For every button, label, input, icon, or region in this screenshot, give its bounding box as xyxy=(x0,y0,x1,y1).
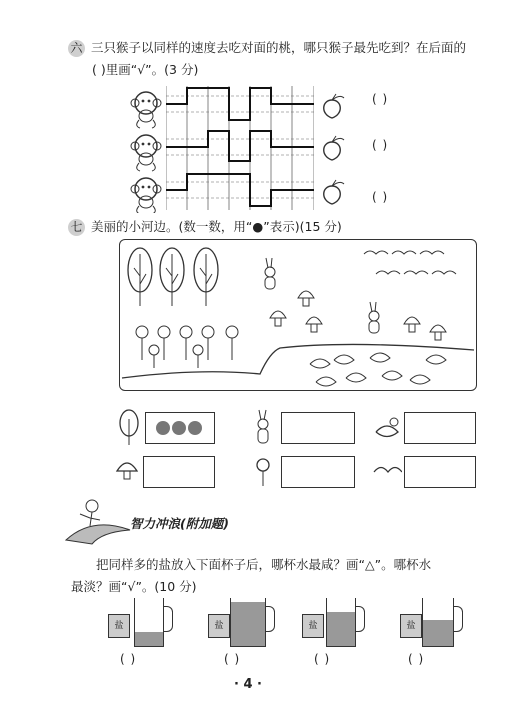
count-box-flowers[interactable] xyxy=(281,456,355,488)
mushrooms-group xyxy=(270,291,446,340)
ducks-group xyxy=(310,353,446,386)
water-level xyxy=(135,632,163,646)
answer-paren[interactable]: ( ) xyxy=(408,652,425,666)
salt-bag-icon: 盐 xyxy=(208,614,230,638)
cup xyxy=(134,598,164,647)
answer-paren[interactable]: ( ) xyxy=(120,652,137,666)
bird-icon xyxy=(420,251,444,254)
bonus-title: 智力冲浪(附加题) xyxy=(130,516,229,531)
answer-paren[interactable]: ( ) xyxy=(314,652,331,666)
monkey-icon xyxy=(131,135,161,171)
peach-icon xyxy=(324,136,344,160)
count-box-birds[interactable] xyxy=(404,456,476,488)
peach-icon xyxy=(324,94,344,118)
section6-question-text: 三只猴子以同样的速度去吃对面的桃，哪只猴子最先吃到？在后面的 xyxy=(91,40,467,55)
duck-icon xyxy=(370,353,390,362)
count-dot xyxy=(188,421,202,435)
bird-icon xyxy=(404,271,428,274)
flower-icon xyxy=(226,326,238,360)
monkey-icon xyxy=(131,92,161,128)
monkeys-illustration xyxy=(126,88,166,213)
answer-paren[interactable]: ( ) xyxy=(372,92,389,106)
section6-line2: ( )里画“√”。(3 分) xyxy=(92,62,199,77)
duck-icon xyxy=(316,377,336,386)
cup-set-4 xyxy=(396,598,476,650)
cup-set-3 xyxy=(298,598,378,650)
section7-question-text: 美丽的小河边。(数一数，用“●”表示)(15 分) xyxy=(91,219,342,234)
tree-icon xyxy=(117,409,141,447)
duck-icon xyxy=(410,375,430,384)
bird-icon xyxy=(376,271,400,274)
count-dot xyxy=(172,421,186,435)
flower-icon xyxy=(149,345,159,368)
count-box-trees[interactable] xyxy=(145,412,215,444)
salt-bag-icon: 盐 xyxy=(302,614,324,638)
answer-paren[interactable]: ( ) xyxy=(372,190,389,204)
rabbit-icon xyxy=(252,408,274,448)
cup-handle xyxy=(266,606,275,632)
cup xyxy=(230,598,266,647)
cup xyxy=(422,598,454,647)
cup-handle xyxy=(356,606,365,632)
flower-icon xyxy=(193,345,203,368)
duck-icon xyxy=(426,355,446,364)
bird-icon xyxy=(392,251,416,254)
section6-line1 xyxy=(68,38,466,58)
cup-set-1 xyxy=(104,598,184,650)
count-box-rabbits[interactable] xyxy=(281,412,355,444)
duck-icon xyxy=(334,355,354,364)
mushroom-icon xyxy=(430,325,446,340)
bonus-line2: 最淡？画“√”。(10 分) xyxy=(71,579,197,594)
duck-icon xyxy=(346,373,366,382)
count-box-ducks[interactable] xyxy=(404,412,476,444)
river-scene xyxy=(119,239,477,391)
bonus-line1: 把同样多的盐放入下面杯子后，哪杯水最咸？画“△”。哪杯水 xyxy=(96,557,432,572)
water-level xyxy=(231,602,265,646)
count-box-mushrooms[interactable] xyxy=(143,456,215,488)
surfer-illustration xyxy=(62,496,134,550)
mushroom-icon xyxy=(298,291,314,306)
answer-paren[interactable]: ( ) xyxy=(372,138,389,152)
birds-group xyxy=(364,251,456,274)
mushroom-icon xyxy=(404,317,420,332)
duck-icon xyxy=(374,416,400,440)
water-level xyxy=(327,612,355,646)
rabbit-icon xyxy=(369,302,379,333)
duck-icon xyxy=(382,371,402,380)
cup xyxy=(326,598,356,647)
bird-icon xyxy=(372,460,402,482)
page-number: · 4 · xyxy=(234,677,262,692)
cup-handle xyxy=(164,606,173,632)
flower-icon xyxy=(252,456,274,488)
mushroom-icon xyxy=(114,458,140,482)
bird-icon xyxy=(432,271,456,274)
peaches-illustration xyxy=(318,92,346,212)
flower-icon xyxy=(136,326,148,360)
rabbit-icon xyxy=(265,258,275,289)
section7-title-line xyxy=(68,217,342,237)
tree-icon xyxy=(128,248,152,306)
flower-icon xyxy=(158,326,170,360)
section-number-badge: 六 xyxy=(68,40,85,57)
section-number-badge: 七 xyxy=(68,219,85,236)
monkey-icon xyxy=(131,178,161,213)
count-dot xyxy=(156,421,170,435)
river-scene-drawing xyxy=(120,240,476,390)
flower-icon xyxy=(180,326,192,360)
salt-bag-icon: 盐 xyxy=(108,614,130,638)
water-level xyxy=(423,620,453,646)
cup-set-2 xyxy=(204,598,284,650)
flower-icon xyxy=(202,326,214,360)
flowers-group xyxy=(136,326,238,368)
salt-bag-icon: 盐 xyxy=(400,614,422,638)
cup-handle xyxy=(454,606,463,632)
river-bank xyxy=(122,344,474,378)
mushroom-icon xyxy=(306,317,322,332)
peach-icon xyxy=(324,180,344,204)
duck-icon xyxy=(310,359,330,368)
bird-icon xyxy=(364,251,388,254)
path-grid xyxy=(166,86,314,210)
mushroom-icon xyxy=(270,311,286,326)
answer-paren[interactable]: ( ) xyxy=(224,652,241,666)
tree-icon xyxy=(160,248,184,306)
tree-icon xyxy=(194,248,218,306)
